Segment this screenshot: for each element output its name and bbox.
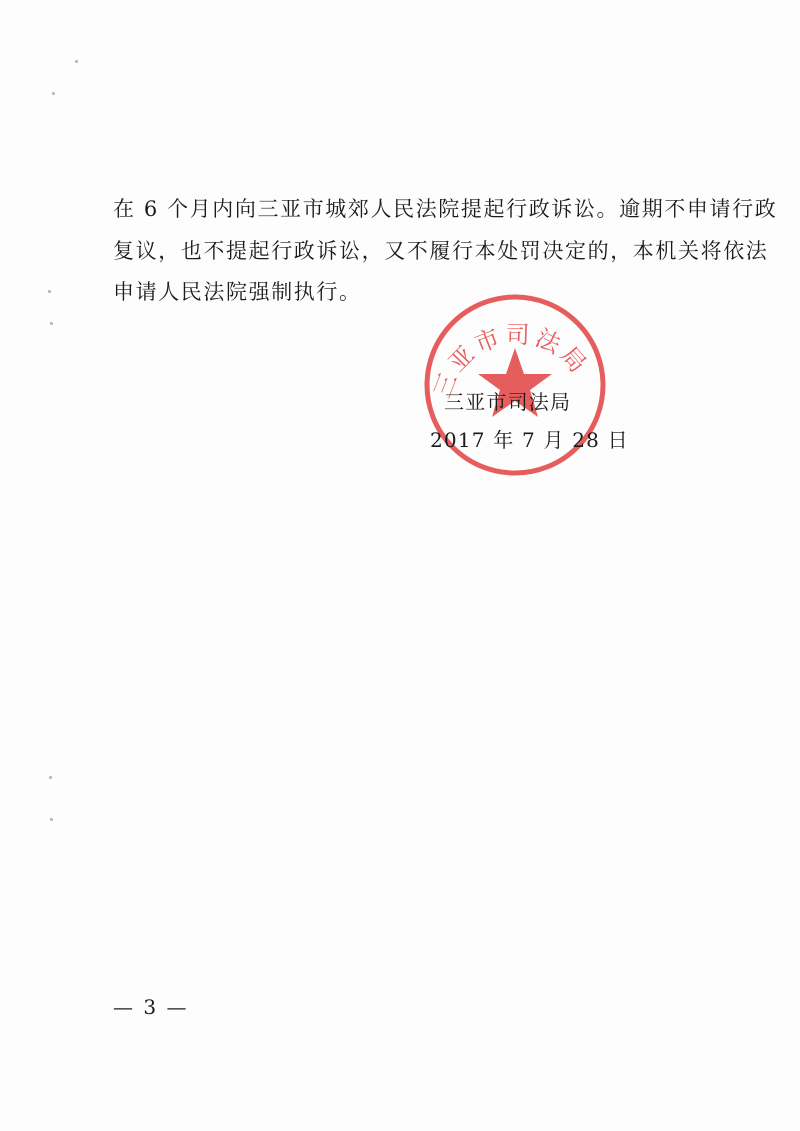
scan-speck [49, 776, 52, 779]
signature-date: 2017 年 7 月 28 日 [430, 428, 629, 452]
body-text-line-3: 申请人民法院强制执行。 [113, 280, 362, 304]
scan-speck [48, 290, 51, 293]
scan-speck [50, 322, 53, 325]
signature-organization: 三亚市司法局 [444, 390, 572, 414]
scan-speck [52, 92, 55, 95]
scan-speck [50, 818, 53, 821]
page-number: — 3 — [113, 995, 189, 1019]
body-text-line-1: 在 6 个月内向三亚市城郊人民法院提起行政诉讼。逾期不申请行政 [113, 197, 778, 221]
body-text-line-2: 复议，也不提起行政诉讼，又不履行本处罚决定的，本机关将依法 [113, 239, 769, 263]
scan-speck [75, 60, 78, 63]
seal-text: 三亚市司法局 [428, 320, 595, 402]
